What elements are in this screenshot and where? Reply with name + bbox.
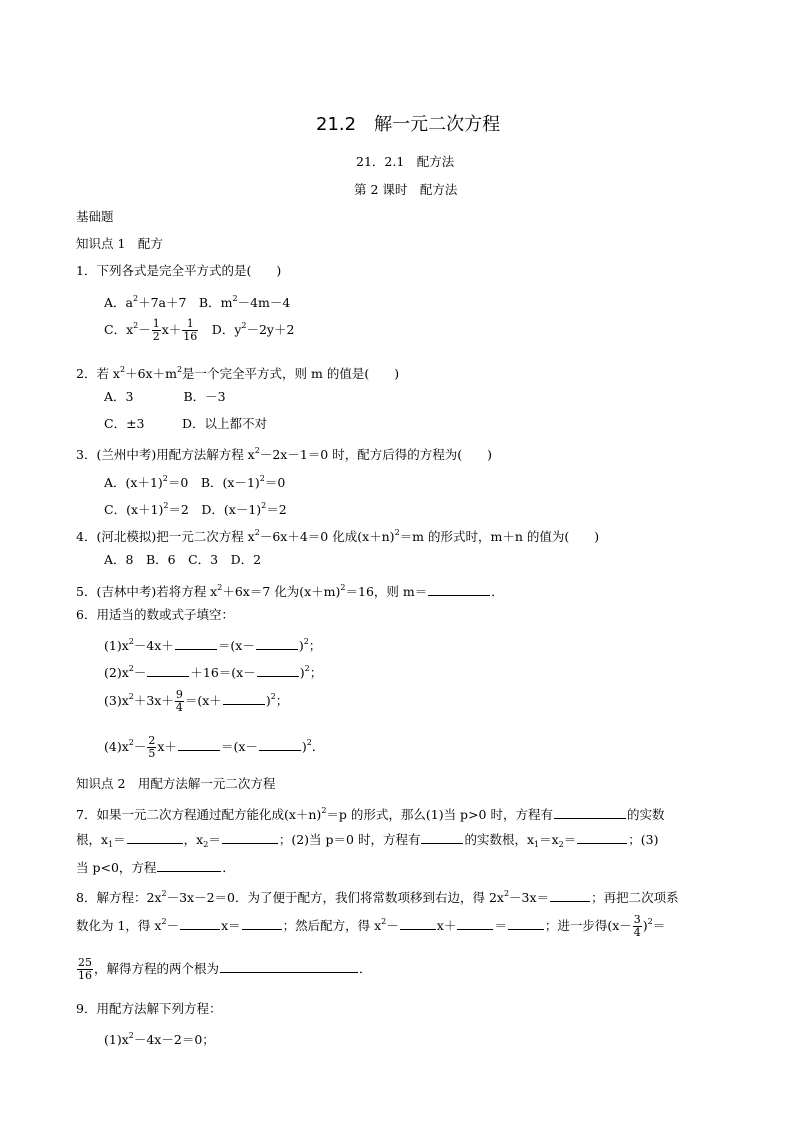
question-9-part-1: $(1)x^2-4x-2=0$； — [104, 1031, 215, 1047]
question-1-stem: 1．下列各式是完全平方式的是( ) — [76, 263, 282, 278]
section-heading: 基础题 — [76, 209, 114, 224]
fraction: $\frac{25}{16}$ — [78, 956, 92, 982]
question-8-line-3: $\frac{25}{16}$ ，解得方程的两个根为 ． — [78, 956, 372, 982]
question-9-stem: 9．用配方法解下列方程： — [76, 1001, 222, 1016]
answer-blank[interactable] — [577, 831, 627, 844]
question-3-options-cd: C．$(x+1)^2=2$ D．$(x-1)^2=2$ — [104, 501, 287, 517]
answer-blank[interactable] — [147, 664, 189, 677]
lesson-subtitle: 第 2 课时 配方法 — [354, 182, 458, 197]
answer-blank[interactable] — [257, 664, 299, 677]
page-title: 21.2 解一元二次方程 — [316, 114, 501, 135]
question-7-line-2: 根，$x_1=$ ，$x_2=$ ；(2)当 p＝0 时，方程有 的实数根，$x_1=x_2=$ ；(3) — [76, 832, 659, 849]
answer-blank[interactable] — [256, 637, 298, 650]
question-6-part-4: $(4)x^2-$ $\frac{2}{5}$ $x+ =(x- )^2$． — [104, 734, 325, 760]
answer-blank[interactable] — [220, 960, 358, 973]
answer-blank[interactable] — [222, 831, 278, 844]
question-7-line-1: 7．如果一元二次方程通过配方能化成$(x+n)^2=p$ 的形式，那么(1)当 p>0 时，方程有 的实数 — [76, 806, 665, 822]
answer-blank[interactable] — [242, 917, 282, 930]
answer-blank[interactable] — [157, 859, 221, 872]
answer-blank[interactable] — [127, 831, 183, 844]
answer-blank[interactable] — [175, 637, 217, 650]
fraction: $\frac{1}{16}$ — [183, 317, 198, 343]
fraction: $\frac{1}{2}$ — [152, 317, 160, 343]
fraction: $\frac{3}{4}$ — [633, 913, 641, 939]
question-4-options: A．8 B．6 C．3 D．2 — [104, 552, 262, 567]
answer-blank[interactable] — [457, 917, 493, 930]
question-8-line-2: 数化为 1，得 $x^2- x=$ ；然后配方，得 $x^2- x+$ ＝ ；进一步得(x－ $\frac{3}{4}$ )$^2$＝ — [76, 913, 666, 939]
knowledge-point-2: 知识点 2 用配方法解一元二次方程 — [76, 776, 276, 791]
fraction: $\frac{2}{5}$ — [148, 734, 156, 760]
answer-blank[interactable] — [550, 889, 590, 902]
question-5: 5．(吉林中考)若将方程 $x^2+6x=7$ 化为$(x+m)^2=16$，则 m＝ ． — [76, 583, 504, 599]
question-7-line-3: 当 p<0，方程 ． — [76, 860, 235, 875]
question-4-stem: 4．(河北模拟)把一元二次方程 $x^2-6x+4=0$ 化成$(x+n)^2=m$ 的形式时，m＋n 的值为( ) — [76, 528, 600, 544]
question-2-stem: 2．若 $x^2+6x+m^2$是一个完全平方式，则 m 的值是( ) — [76, 365, 400, 381]
question-2-options-cd: C．±3 D．以上都不对 — [104, 416, 268, 431]
answer-blank[interactable] — [508, 917, 544, 930]
answer-blank[interactable] — [421, 831, 463, 844]
question-6-stem: 6．用适当的数或式子填空： — [76, 607, 234, 622]
question-2-options-ab: A．3 B．－3 — [104, 389, 226, 404]
answer-blank[interactable] — [259, 738, 301, 751]
answer-blank[interactable] — [180, 917, 220, 930]
fraction: $\frac{9}{4}$ — [175, 688, 183, 714]
question-6-part-3: $(3)x^2+3x+$ $\frac{9}{4}$ $=(x+ )^2$； — [104, 688, 289, 714]
answer-blank[interactable] — [428, 583, 490, 596]
knowledge-point-1: 知识点 1 配方 — [76, 236, 163, 251]
question-3-stem: 3．(兰州中考)用配方法解方程 $x^2-2x-1=0$ 时，配方后得的方程为( ) — [76, 446, 492, 462]
answer-blank[interactable] — [554, 806, 626, 819]
section-subtitle: 21．2.1 配方法 — [356, 154, 455, 169]
question-6-part-2: $(2)x^2- +16=(x- )^2$； — [104, 664, 323, 680]
question-6-part-1: $(1)x^2-4x+ =(x- )^2$； — [104, 637, 322, 653]
answer-blank[interactable] — [400, 917, 436, 930]
question-8-line-1: 8．解方程：$2x^2-3x-2=0$．为了便于配方，我们将常数项移到右边，得 $2x^2-3x=$ ；再把二次项系 — [76, 889, 679, 905]
question-1-options-cd: C．$x^2-$ $\frac{1}{2}$ x＋ $\frac{1}{16}$ D．$y^2-2y+2$ — [104, 317, 295, 343]
question-1-options-ab: A．$a^2+7a+7$ B．$m^2-4m-4$ — [104, 294, 291, 310]
answer-blank[interactable] — [178, 738, 220, 751]
question-3-options-ab: A．$(x+1)^2=0$ B．$(x-1)^2=0$ — [104, 474, 286, 490]
answer-blank[interactable] — [223, 692, 265, 705]
